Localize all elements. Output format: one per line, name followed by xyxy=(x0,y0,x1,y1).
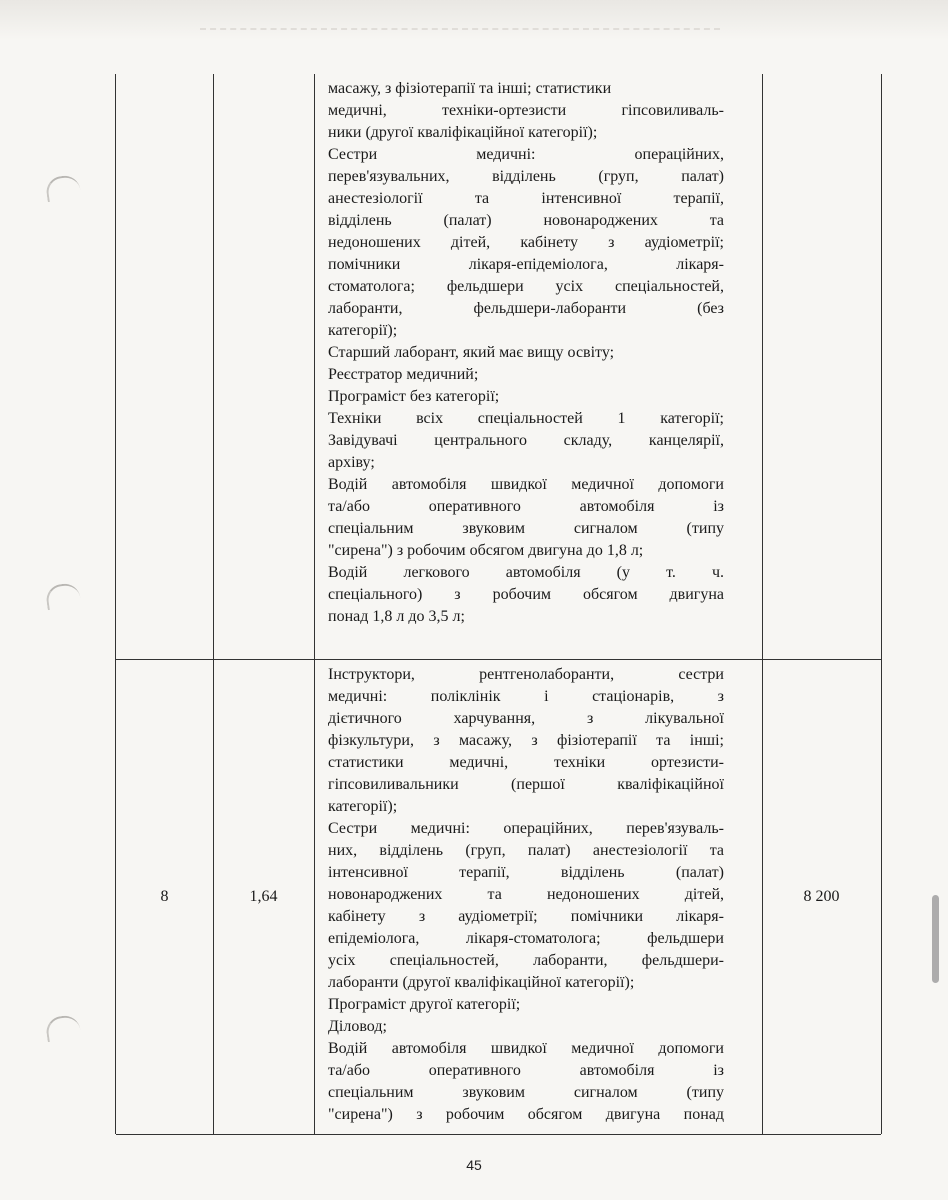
text-line: анестезіології та інтенсивної терапії, xyxy=(328,190,724,207)
text-line: спеціальним звуковим сигналом (типу xyxy=(328,1084,724,1101)
text-line: відділень (палат) новонароджених та xyxy=(328,212,724,229)
position-list-cell xyxy=(328,78,724,628)
table-bottom-border xyxy=(116,1134,881,1135)
text-line: фізкультури, з масажу, з фізіотерапії та інші; xyxy=(328,732,724,749)
text-line: статистики медичні, техніки ортезисти- xyxy=(328,754,724,771)
text-line: Реєстратор медичний; xyxy=(328,366,479,383)
text-line: лаборанти (другої кваліфікаційної категорії); xyxy=(328,974,635,991)
text-line: Діловод; xyxy=(328,1018,387,1035)
punch-hole-mark xyxy=(44,174,81,202)
column-divider xyxy=(762,74,763,1134)
text-line: Інструктори, рентгенолаборанти, сестри xyxy=(328,666,724,683)
text-line: гіпсовиливальники (першої кваліфікаційної xyxy=(328,776,724,793)
text-line: кабінету з аудіометрії; помічники лікаря- xyxy=(328,908,724,925)
text-line: Програміст без категорії; xyxy=(328,388,500,405)
text-line: категорії); xyxy=(328,322,398,339)
salary-table xyxy=(115,74,882,1134)
text-line: медичні: поліклінік і стаціонарів, з xyxy=(328,688,724,705)
text-line: "сирена") з робочим обсягом двигуна до 1,8 л; xyxy=(328,542,644,559)
text-line: Старший лаборант, який має вищу освіту; xyxy=(328,344,615,361)
text-line: стоматолога; фельдшери усіх спеціальностей, xyxy=(328,278,724,295)
row-divider xyxy=(116,659,881,660)
text-line: Сестри медичні: операційних, перев'язуваль- xyxy=(328,820,724,837)
text-line: епідеміолога, лікаря-стоматолога; фельдшери xyxy=(328,930,724,947)
text-line: Водій легкового автомобіля (у т. ч. xyxy=(328,564,724,581)
text-line: Водій автомобіля швидкої медичної допомоги xyxy=(328,1040,724,1057)
text-line: усіх спеціальностей, лаборанти, фельдшери- xyxy=(328,952,724,969)
text-line: та/або оперативного автомобіля із xyxy=(328,1062,724,1079)
text-line: Програміст другої категорії; xyxy=(328,996,521,1013)
scrollbar-thumb[interactable] xyxy=(932,895,939,983)
text-line: них, відділень (груп, палат) анестезіології та xyxy=(328,842,724,859)
text-line: спеціального) з робочим обсягом двигуна xyxy=(328,586,724,603)
grade-cell: 8 xyxy=(160,888,169,905)
text-line: помічники лікаря-епідеміолога, лікаря- xyxy=(328,256,724,273)
text-line: лаборанти, фельдшери-лаборанти (без xyxy=(328,300,724,317)
salary-cell: 8 200 xyxy=(803,888,840,905)
punch-hole-mark xyxy=(44,582,81,610)
text-line: спеціальним звуковим сигналом (типу xyxy=(328,520,724,537)
text-line: дієтичного харчування, з лікувальної xyxy=(328,710,724,727)
text-line: Техніки всіх спеціальностей 1 категорії; xyxy=(328,410,724,427)
column-divider xyxy=(314,74,315,1134)
bleed-through-marks xyxy=(200,18,720,30)
coefficient-cell: 1,64 xyxy=(249,888,278,905)
text-line: інтенсивної терапії, відділень (палат) xyxy=(328,864,724,881)
page-number: 45 xyxy=(466,1157,482,1173)
text-line: "сирена") з робочим обсягом двигуна понад xyxy=(328,1106,724,1123)
text-line: масажу, з фізіотерапії та інші; статистики xyxy=(328,80,612,97)
column-divider xyxy=(213,74,214,1134)
text-line: Водій автомобіля швидкої медичної допомоги xyxy=(328,476,724,493)
text-line: категорії); xyxy=(328,798,398,815)
text-line: медичні, техніки-ортезисти гіпсовиливаль- xyxy=(328,102,724,119)
text-line: недоношених дітей, кабінету з аудіометрії; xyxy=(328,234,724,251)
text-line: Завідувачі центрального складу, канцелярії, xyxy=(328,432,724,449)
position-list-cell xyxy=(328,664,724,1126)
text-line: перев'язувальних, відділень (груп, палат) xyxy=(328,168,724,185)
text-line: та/або оперативного автомобіля із xyxy=(328,498,724,515)
text-line: Сестри медичні: операційних, xyxy=(328,146,724,163)
text-line: понад 1,8 л до 3,5 л; xyxy=(328,608,465,625)
text-line: новонароджених та недоношених дітей, xyxy=(328,886,724,903)
punch-hole-mark xyxy=(44,1014,81,1042)
text-line: архіву; xyxy=(328,454,375,471)
text-line: ники (другої кваліфікаційної категорії); xyxy=(328,124,598,141)
